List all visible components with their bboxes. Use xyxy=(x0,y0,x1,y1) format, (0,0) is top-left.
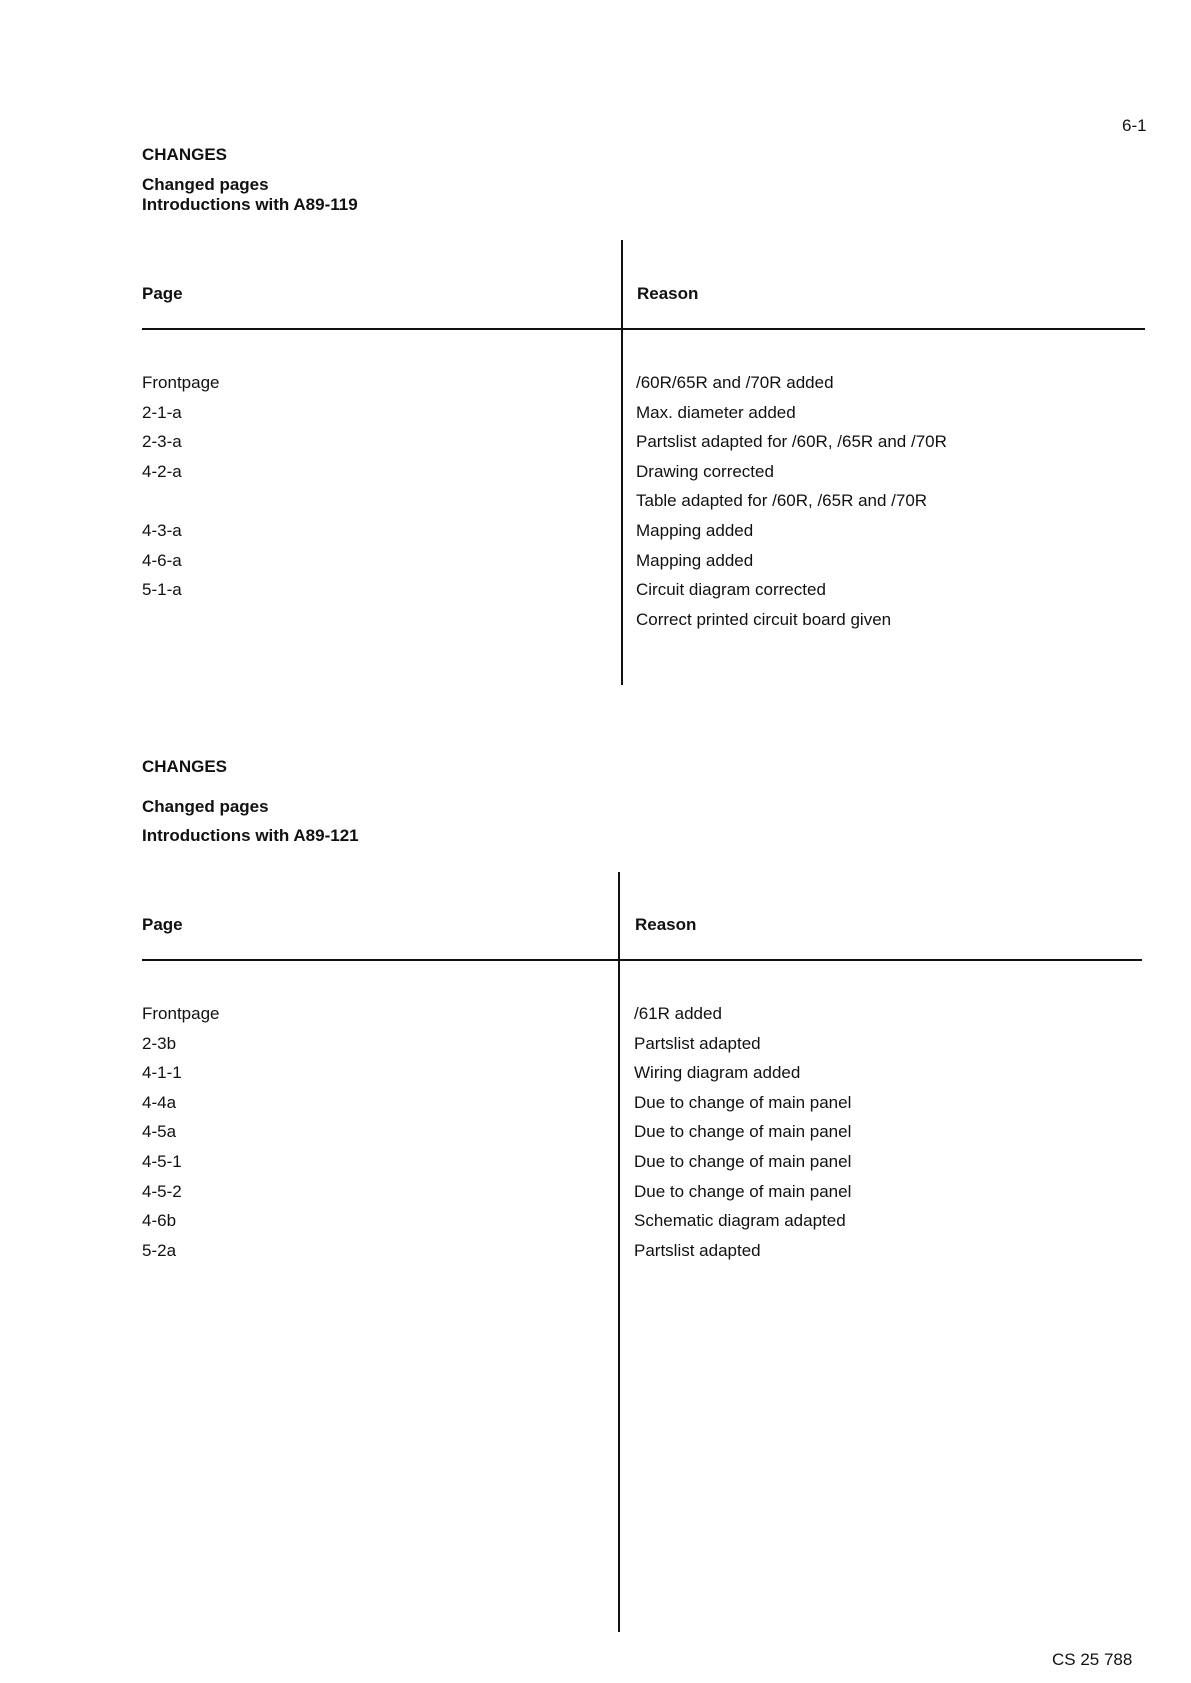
column-header-reason: Reason xyxy=(637,284,699,303)
list-item: 4-5a xyxy=(142,1122,177,1142)
column-header-page: Page xyxy=(142,915,183,934)
list-item: Circuit diagram corrected xyxy=(636,580,826,600)
list-item: Partslist adapted xyxy=(634,1033,761,1053)
page-number: 6-1 xyxy=(1122,116,1147,135)
list-item: Table adapted for /60R, /65R and /70R xyxy=(636,491,928,511)
list-item: 4-5-1 xyxy=(142,1151,182,1171)
column-divider xyxy=(621,240,623,685)
column-header-reason: Reason xyxy=(635,915,697,934)
header-rule xyxy=(142,959,1142,961)
list-item: Partslist adapted xyxy=(634,1240,761,1260)
list-item: Wiring diagram added xyxy=(634,1063,801,1083)
list-item: Frontpage xyxy=(142,373,220,392)
list-item: Due to change of main panel xyxy=(634,1122,852,1142)
list-item: /60R/65R and /70R added xyxy=(636,373,834,392)
list-item: Mapping added xyxy=(636,550,754,570)
introductions-label: Introductions with A89-121 xyxy=(142,826,359,845)
page-list xyxy=(142,368,220,634)
list-item: /61R added xyxy=(634,1004,722,1023)
list-item: Frontpage xyxy=(142,1004,220,1023)
reason-list xyxy=(634,999,851,1265)
section-subheading: Changed pages xyxy=(142,175,269,194)
section-heading: CHANGES xyxy=(142,145,228,164)
list-item: Due to change of main panel xyxy=(634,1092,852,1112)
list-item: Due to change of main panel xyxy=(634,1181,852,1201)
list-item: 4-5-2 xyxy=(142,1181,182,1201)
list-item: Due to change of main panel xyxy=(634,1151,852,1171)
reason-list xyxy=(636,368,947,634)
list-item: 4-2-a xyxy=(142,461,182,481)
section-heading: CHANGES xyxy=(142,757,228,776)
list-item: Max. diameter added xyxy=(636,402,796,422)
list-item: 2-1-a xyxy=(142,402,182,422)
list-item: Mapping added xyxy=(636,520,754,540)
list-item xyxy=(142,605,220,635)
list-item: 4-6b xyxy=(142,1211,177,1231)
list-item: 5-1-a xyxy=(142,580,182,600)
list-item: Correct printed circuit board given xyxy=(636,609,892,629)
list-item: Drawing corrected xyxy=(636,461,774,481)
list-item: 4-1-1 xyxy=(142,1063,182,1083)
list-item: 4-6-a xyxy=(142,550,182,570)
list-item: Schematic diagram adapted xyxy=(634,1211,846,1231)
list-item: Partslist adapted for /60R, /65R and /70R xyxy=(636,432,947,452)
page-list xyxy=(142,999,220,1265)
introductions-label: Introductions with A89-119 xyxy=(142,195,358,214)
list-item: 5-2a xyxy=(142,1240,177,1260)
column-divider xyxy=(618,872,620,1632)
list-item: 4-3-a xyxy=(142,520,182,540)
column-header-page: Page xyxy=(142,284,183,303)
list-item xyxy=(142,486,220,516)
list-item: 2-3b xyxy=(142,1033,177,1053)
list-item: 2-3-a xyxy=(142,432,182,452)
document-code: CS 25 788 xyxy=(1052,1650,1133,1669)
header-rule xyxy=(142,328,1145,330)
list-item: 4-4a xyxy=(142,1092,177,1112)
section-subheading: Changed pages xyxy=(142,797,269,816)
